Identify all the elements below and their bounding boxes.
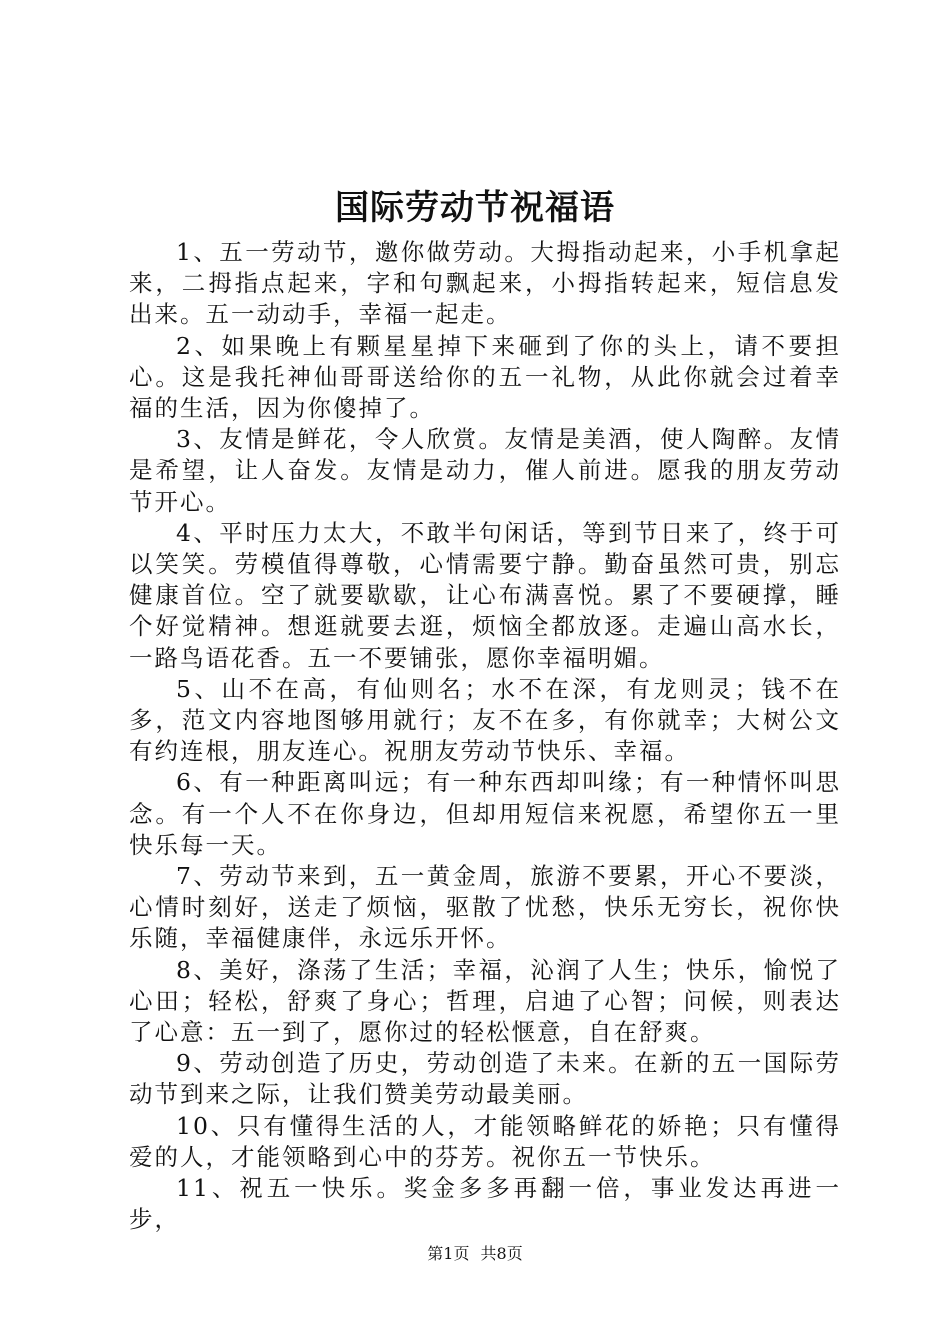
paragraph-7: 7、劳动节来到，五一黄金周，旅游不要累，开心不要淡，心情时刻好，送走了烦恼，驱散了忧愁，快乐无穷长，祝你快乐随，幸福健康伴，永远乐开怀。 <box>129 862 841 953</box>
paragraph-6: 6、有一种距离叫远；有一种东西却叫缘；有一种情怀叫思念。有一个人不在你身边，但却用短信来祝愿，希望你五一里快乐每一天。 <box>129 768 841 859</box>
paragraph-10: 10、只有懂得生活的人，才能领略鲜花的娇艳；只有懂得爱的人，才能领略到心中的芬芳。祝你五一节快乐。 <box>129 1111 841 1171</box>
paragraph-4: 4、平时压力太大，不敢半句闲话，等到节日来了，终于可以笑笑。劳模值得尊敬，心情需要宁静。勤奋虽然可贵，别忘健康首位。空了就要歇歇，让心布满喜悦。累了不要硬撑，睡个好觉精神。想逛就要去逛，烦恼全都放逐。走遍山高水长，一路鸟语花香。五一不要铺张，愿你幸福明媚。 <box>129 518 841 672</box>
page-total: 共8页 <box>480 1244 523 1263</box>
page-footer <box>0 1244 950 1264</box>
paragraph-9: 9、劳动创造了历史，劳动创造了未来。在新的五一国际劳动节到来之际，让我们赞美劳动最美丽。 <box>129 1049 841 1109</box>
paragraph-8: 8、美好，涤荡了生活；幸福，沁润了人生；快乐，愉悦了心田；轻松，舒爽了身心；哲理，启迪了心智；问候，则表达了心意：五一到了，愿你过的轻松惬意，自在舒爽。 <box>129 955 841 1047</box>
paragraph-5: 5、山不在高，有仙则名；水不在深，有龙则灵；钱不在多，范文内容地图够用就行；友不在多，有你就幸；大树公文有约连根，朋友连心。祝朋友劳动节快乐、幸福。 <box>129 674 841 766</box>
page-number: 第1页 <box>427 1244 470 1263</box>
paragraph-1: 1、五一劳动节，邀你做劳动。大拇指动起来，小手机拿起来，二拇指点起来，字和句飘起来，小拇指转起来，短信息发出来。五一动动手，幸福一起走。 <box>129 238 841 329</box>
document-body <box>129 237 841 1236</box>
paragraph-11: 11、祝五一快乐。奖金多多再翻一倍，事业发达再进一步， <box>129 1174 841 1234</box>
paragraph-3: 3、友情是鲜花，令人欣赏。友情是美酒，使人陶醉。友情是希望，让人奋发。友情是动力，催人前进。愿我的朋友劳动节开心。 <box>129 425 841 516</box>
document-title: 国际劳动节祝福语 <box>335 188 615 228</box>
paragraph-2: 2、如果晚上有颗星星掉下来砸到了你的头上，请不要担心。这是我托神仙哥哥送给你的五一礼物，从此你就会过着幸福的生活，因为你傻掉了。 <box>129 331 841 423</box>
